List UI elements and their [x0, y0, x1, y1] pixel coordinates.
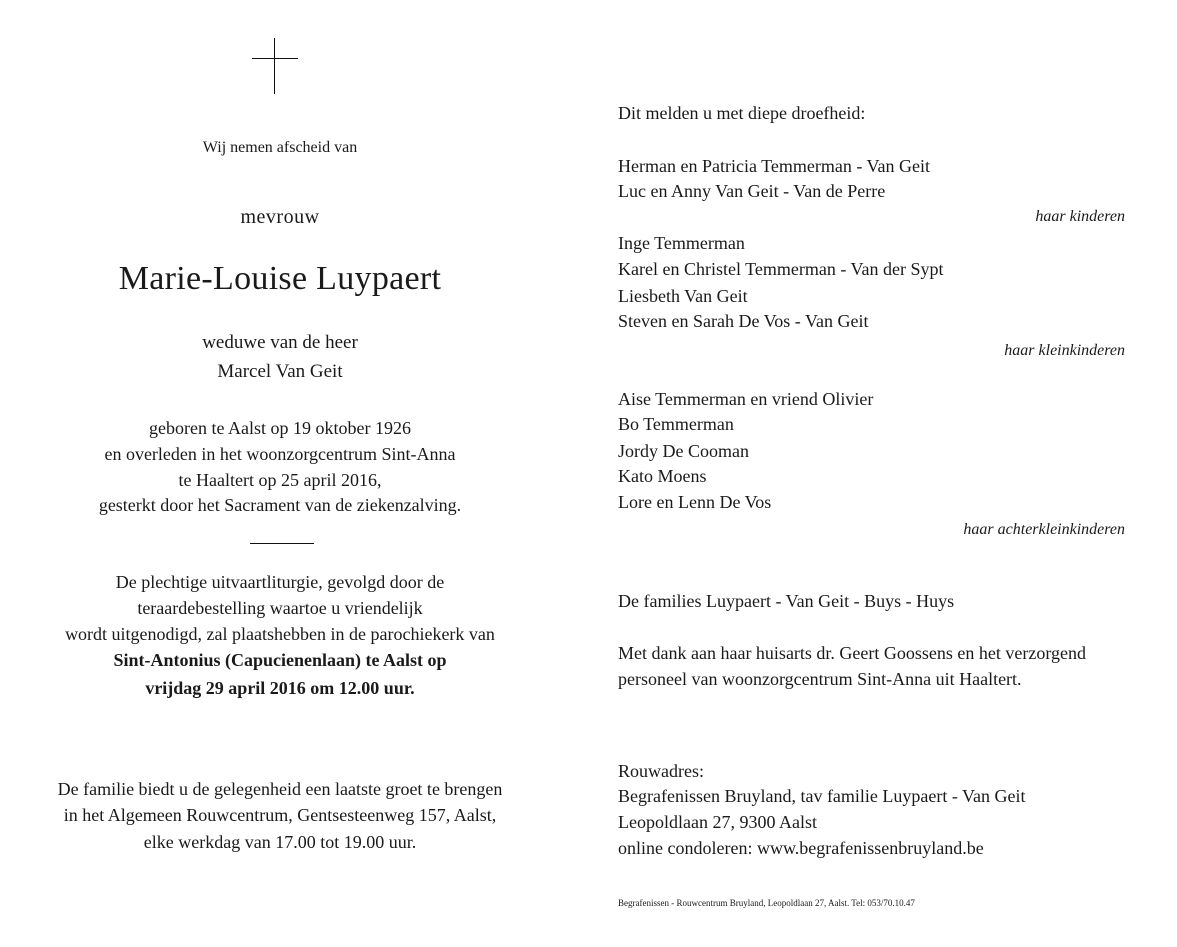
- address-heading: Rouwadres:: [618, 761, 704, 781]
- child-2: Luc en Anny Van Geit - Van de Perre: [618, 181, 886, 201]
- divider-line: [250, 543, 314, 544]
- grandchild-3: Liesbeth Van Geit: [618, 286, 748, 306]
- families-line: De families Luypaert - Van Geit - Buys - Huys: [618, 591, 955, 611]
- cross-icon: [252, 38, 298, 94]
- grandchild-1: Inge Temmerman: [618, 233, 745, 253]
- greatgrandchild-2: Bo Temmerman: [618, 414, 734, 434]
- life-line-3: te Haaltert op 25 april 2016,: [178, 470, 382, 490]
- children-label: haar kinderen: [1035, 208, 1125, 225]
- address-line-2: Leopoldlaan 27, 9300 Aalst: [618, 812, 817, 832]
- grandchild-4: Steven en Sarah De Vos - Van Geit: [618, 311, 869, 331]
- ceremony-line-3: wordt uitgenodigd, zal plaatshebben in de parochiekerk van: [65, 624, 495, 644]
- grandchildren-label: haar kleinkinderen: [1004, 342, 1125, 359]
- life-line-4: gesterkt door het Sacrament van de ziekenzalving.: [98, 495, 462, 515]
- widow-line-2: Marcel Van Geit: [217, 361, 343, 382]
- greatgrandchild-1: Aise Temmerman en vriend Olivier: [618, 389, 874, 409]
- greatgrandchild-3: Jordy De Cooman: [618, 441, 749, 461]
- life-line-1: geboren te Aalst op 19 oktober 1926: [149, 418, 411, 438]
- deceased-name: Marie-Louise Luypaert: [118, 260, 442, 297]
- widow-line-1: weduwe van de heer: [202, 332, 358, 353]
- grandchild-2: Karel en Christel Temmerman - Van der Sypt: [618, 259, 944, 279]
- ceremony-line-1: De plechtige uitvaartliturgie, gevolgd door de: [115, 572, 445, 592]
- ceremony-line-2: teraardebestelling waartoe u vriendelijk: [137, 598, 423, 618]
- greatgrandchild-5: Lore en Lenn De Vos: [618, 492, 772, 512]
- greatgrandchild-4: Kato Moens: [618, 466, 707, 486]
- address-line-1: Begrafenissen Bruyland, tav familie Luypaert - Van Geit: [618, 786, 1026, 806]
- visitation-line-2: in het Algemeen Rouwcentrum, Gentsesteenweg 157, Aalst,: [63, 805, 497, 825]
- thanks-line-2: personeel van woonzorgcentrum Sint-Anna uit Haaltert.: [618, 669, 1022, 689]
- announcement: Dit melden u met diepe droefheid:: [618, 103, 866, 123]
- condolence-line: online condoleren: www.begrafenissenbruyland.be: [618, 838, 984, 858]
- intro-text: Wij nemen afscheid van: [202, 139, 358, 156]
- title-prefix: mevrouw: [240, 206, 320, 228]
- life-line-2: en overleden in het woonzorgcentrum Sint-Anna: [104, 444, 456, 464]
- ceremony-location: Sint-Antonius (Capucienenlaan) te Aalst op: [113, 650, 447, 670]
- child-1: Herman en Patricia Temmerman - Van Geit: [618, 156, 930, 176]
- greatgrandchildren-label: haar achterkleinkinderen: [963, 521, 1125, 538]
- thanks-line-1: Met dank aan haar huisarts dr. Geert Goossens en het verzorgend: [618, 643, 1087, 663]
- visitation-line-3: elke werkdag van 17.00 tot 19.00 uur.: [143, 832, 417, 852]
- visitation-line-1: De familie biedt u de gelegenheid een laatste groet te brengen: [57, 779, 503, 799]
- ceremony-datetime: vrijdag 29 april 2016 om 12.00 uur.: [145, 678, 415, 698]
- printer-footer: Begrafenissen - Rouwcentrum Bruyland, Leopoldlaan 27, Aalst. Tel: 053/70.10.47: [618, 898, 915, 908]
